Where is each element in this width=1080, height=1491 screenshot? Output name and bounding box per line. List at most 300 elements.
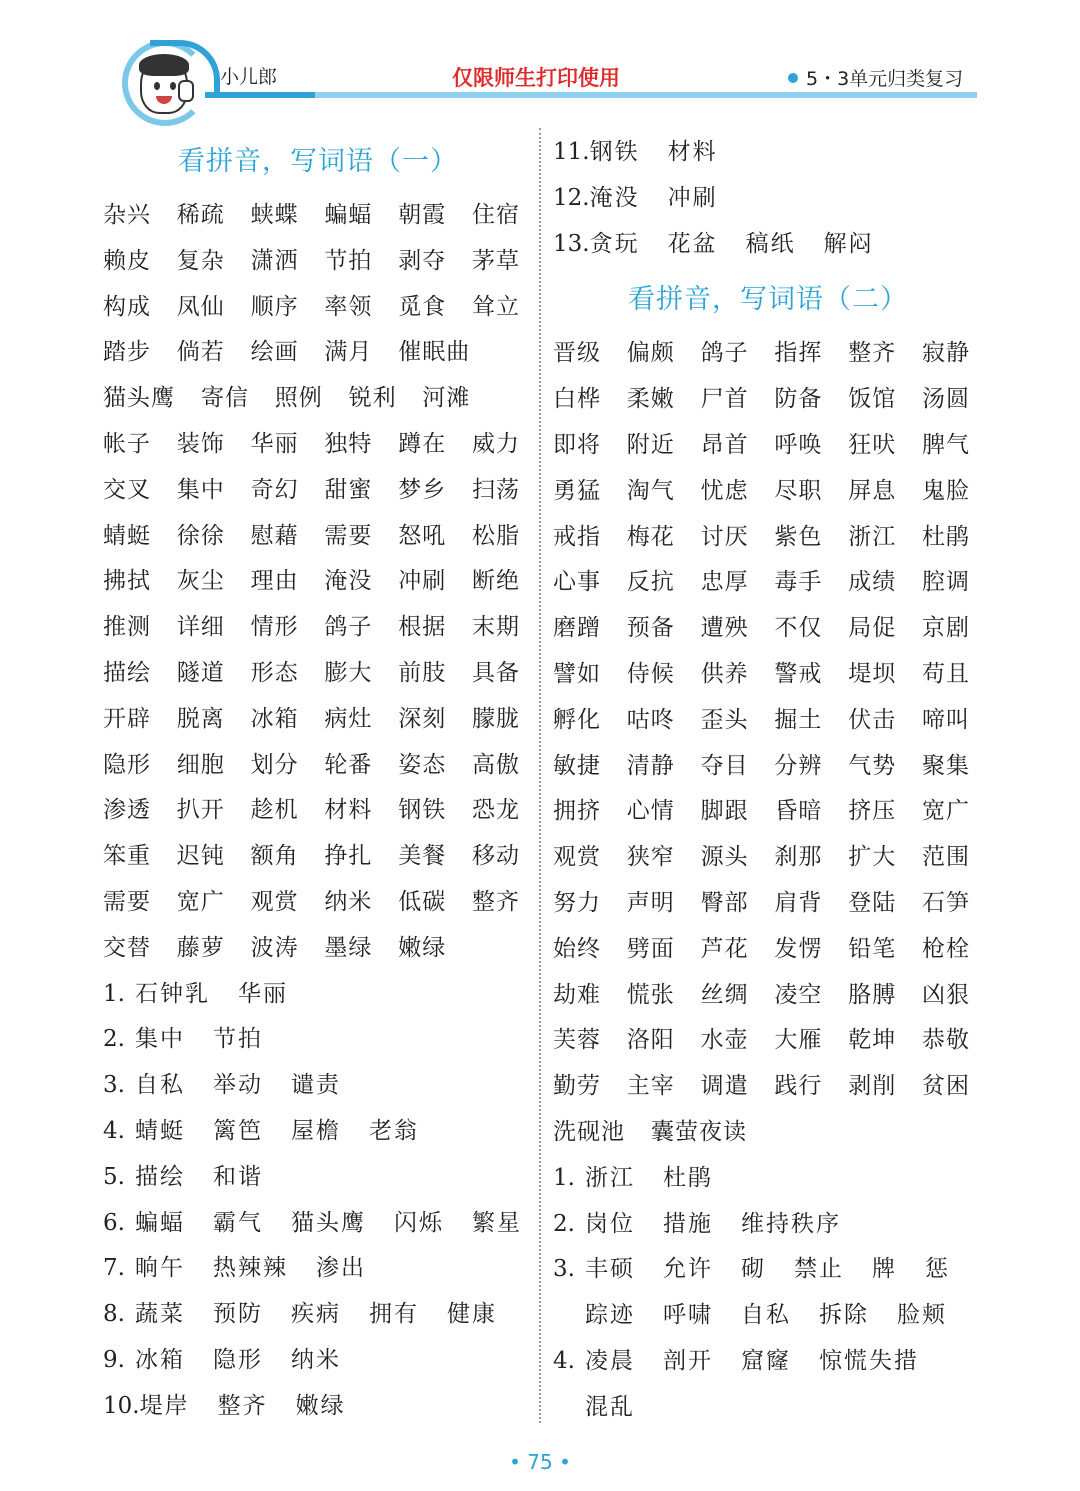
word-row: [103, 285, 533, 331]
word-cell: 声明: [626, 889, 675, 916]
word-cell: 宽广: [176, 888, 225, 915]
word-cell: 腔调: [921, 569, 970, 596]
word-cell: 昂首: [700, 431, 749, 458]
answer-word: 闪烁: [394, 1209, 444, 1236]
item-number: 8.: [103, 1301, 125, 1328]
answer-word: 和谐: [213, 1163, 263, 1190]
answer-word: 踪迹: [585, 1302, 635, 1329]
answer-word: 惊慌失措: [819, 1347, 919, 1374]
word-cell: 根据: [398, 614, 447, 641]
answer-word: 描绘: [135, 1163, 185, 1190]
word-cell: 灰尘: [176, 568, 225, 595]
word-cell: 夺目: [700, 752, 749, 779]
word-cell: 蜻蜓: [103, 522, 151, 549]
word-row: [103, 926, 533, 972]
word-cell: 防备: [774, 386, 823, 413]
word-cell: 挤压: [848, 798, 897, 825]
word-row: [103, 239, 533, 285]
word-cell: 寂静: [921, 340, 970, 367]
word-cell: 源头: [700, 844, 749, 871]
numbered-item: [553, 222, 983, 268]
word-row: [553, 331, 983, 377]
word-cell: 伏击: [848, 706, 897, 733]
word-cell: 独特: [324, 430, 373, 457]
word-cell: 汤圆: [921, 386, 970, 413]
answer-word: 浙江: [585, 1164, 635, 1191]
word-cell: 枪栓: [921, 935, 970, 962]
numbered-item: [553, 1293, 983, 1339]
word-cell: 预备: [626, 615, 675, 642]
word-cell: 肩背: [774, 889, 823, 916]
word-row: [103, 697, 533, 743]
word-cell: 节拍: [324, 247, 373, 274]
word-cell: 紫色: [774, 523, 823, 550]
word-cell: 石笋: [921, 889, 970, 916]
word-cell: 淹没: [324, 568, 373, 595]
word-cell: 墨绿: [324, 934, 373, 961]
word-cell: 发愣: [774, 935, 823, 962]
page-number: • 75 •: [509, 1450, 571, 1474]
word-cell: 聚集: [921, 752, 970, 779]
word-cell: 始终: [553, 935, 601, 962]
item-number: 2.: [553, 1210, 575, 1237]
answer-word: 整齐: [217, 1392, 268, 1419]
word-row: [103, 514, 533, 560]
word-cell: 分辨: [774, 752, 823, 779]
word-row: [553, 744, 983, 790]
item-number: 13.: [553, 230, 590, 257]
word-cell: 观赏: [250, 888, 299, 915]
word-cell: 饭馆: [848, 386, 897, 413]
word-row: [553, 606, 983, 652]
word-cell: 劈面: [626, 935, 675, 962]
answer-word: 隐形: [213, 1346, 263, 1373]
word-cell: 洗砚池: [553, 1118, 625, 1145]
word-cell: 耸立: [471, 293, 520, 320]
answer-word: 石钟乳: [135, 980, 210, 1007]
word-cell: 推测: [103, 614, 151, 641]
item-number: 5.: [103, 1163, 125, 1190]
word-cell: 调遣: [700, 1073, 749, 1100]
section1-numbered-list: [103, 972, 533, 1430]
word-cell: 心情: [626, 798, 675, 825]
item-number: 11.: [553, 139, 590, 165]
word-row: [103, 376, 533, 422]
word-cell: 隧道: [176, 659, 225, 686]
word-cell: 钢铁: [398, 797, 447, 824]
word-cell: 交替: [103, 934, 151, 961]
word-cell: 徐徐: [176, 522, 225, 549]
header-rule-dark: [205, 92, 315, 98]
answer-word: 呼啸: [663, 1302, 713, 1329]
answer-word: 拥有: [369, 1301, 419, 1328]
answer-word: 自私: [741, 1302, 791, 1329]
answer-word: 老翁: [369, 1117, 419, 1144]
word-cell: 堤坝: [848, 660, 897, 687]
word-cell: 警戒: [774, 660, 823, 687]
word-cell: 华丽: [250, 430, 299, 457]
word-cell: 怒吼: [398, 522, 447, 549]
word-cell: 末期: [471, 614, 520, 641]
word-row: [103, 559, 533, 605]
word-cell: 忠厚: [700, 569, 749, 596]
word-row: [553, 469, 983, 515]
word-cell: 需要: [324, 522, 373, 549]
word-cell: 局促: [848, 615, 897, 642]
word-cell: 丝绸: [700, 981, 749, 1008]
word-cell: 甜蜜: [324, 476, 373, 503]
word-cell: 梦乡: [398, 476, 447, 503]
word-cell: 迟钝: [176, 843, 225, 870]
word-row: [103, 330, 533, 376]
word-cell: 满月: [324, 339, 373, 366]
word-cell: 指挥: [774, 340, 823, 367]
word-cell: 恐龙: [471, 797, 520, 824]
numbered-item: [553, 130, 983, 176]
page-header: [0, 0, 1080, 130]
answer-word: 健康: [447, 1301, 497, 1328]
answer-word: 繁星: [472, 1209, 522, 1236]
word-cell: 蝙蝠: [324, 202, 373, 228]
answer-word: 砌: [741, 1256, 766, 1283]
word-cell: 主宰: [626, 1073, 675, 1100]
item-number: 9.: [103, 1346, 125, 1373]
item-number: 3.: [103, 1072, 125, 1099]
word-cell: 勇猛: [553, 477, 601, 504]
word-cell: 威力: [471, 430, 520, 457]
word-cell: 前肢: [398, 659, 447, 686]
bullet-dot-icon: [788, 73, 798, 83]
word-cell: 材料: [324, 797, 373, 824]
word-row: [103, 880, 533, 926]
word-cell: 形态: [250, 659, 299, 686]
word-cell: 蹲在: [398, 430, 447, 457]
answer-word: 贪玩: [589, 230, 640, 257]
word-cell: 挣扎: [324, 843, 373, 870]
word-cell: 刹那: [774, 844, 823, 871]
word-cell: 脚跟: [700, 798, 749, 825]
answer-word: 渗出: [316, 1255, 366, 1282]
word-cell: 寄信: [201, 385, 249, 412]
word-cell: 毒手: [774, 569, 823, 596]
word-cell: 讨厌: [700, 523, 749, 550]
word-cell: 呼唤: [774, 431, 823, 458]
numbered-item: [103, 1246, 533, 1292]
answer-word: 脸颊: [897, 1302, 947, 1329]
word-cell: 不仅: [774, 615, 823, 642]
word-cell: 复杂: [176, 247, 225, 274]
word-cell: 河滩: [422, 385, 471, 412]
answer-word: 窟窿: [741, 1347, 791, 1374]
word-cell: 拂拭: [103, 568, 151, 595]
word-cell: 细胞: [176, 751, 225, 778]
word-cell: 凤仙: [176, 293, 225, 320]
word-cell: 即将: [553, 431, 601, 458]
section-title-1: 看拼音，写词语（一）: [178, 146, 458, 177]
numbered-item: [553, 176, 983, 222]
numbered-item: [103, 1201, 533, 1247]
word-row: [553, 515, 983, 561]
item-number: 12.: [553, 184, 590, 211]
word-cell: 晋级: [553, 340, 601, 367]
word-cell: 赖皮: [103, 247, 151, 274]
word-cell: 情形: [250, 614, 299, 641]
word-cell: 隐形: [103, 751, 151, 778]
word-cell: 脱离: [176, 705, 225, 732]
answer-word: 淹没: [589, 184, 640, 211]
word-cell: 劫难: [553, 981, 601, 1008]
word-cell: 深刻: [398, 705, 447, 732]
word-cell: 顺序: [250, 293, 299, 320]
answer-word: 维持秩序: [741, 1210, 841, 1237]
word-cell: 理由: [250, 568, 299, 595]
answer-word: 自私: [135, 1072, 185, 1099]
word-cell: 纳米: [324, 888, 373, 915]
word-cell: 慰藉: [250, 522, 299, 549]
section1-word-grid: [103, 193, 533, 972]
word-cell: 尸首: [700, 386, 749, 413]
word-cell: 扒开: [176, 797, 225, 824]
answer-word: 节拍: [213, 1026, 263, 1053]
numbered-item: [553, 1339, 983, 1385]
word-cell: 淘气: [626, 477, 675, 504]
answer-word: 疾病: [291, 1301, 341, 1328]
word-cell: 浙江: [848, 523, 897, 550]
word-cell: 囊萤夜读: [651, 1118, 747, 1145]
word-cell: 附近: [626, 431, 675, 458]
numbered-item: [103, 1338, 533, 1384]
word-cell: 芙蓉: [553, 1027, 601, 1054]
answer-word: 凌晨: [585, 1347, 635, 1374]
word-cell: 冰箱: [250, 705, 299, 732]
numbered-item: [103, 1109, 533, 1155]
word-row: [553, 973, 983, 1019]
word-cell: 昏暗: [774, 798, 823, 825]
word-cell: 芦花: [700, 935, 749, 962]
word-cell: 白桦: [553, 386, 601, 413]
answer-word: 蝙蝠: [135, 1209, 185, 1236]
word-cell: 病灶: [324, 705, 373, 732]
word-cell: 划分: [250, 751, 299, 778]
word-cell: 胳膊: [848, 981, 897, 1008]
word-cell: 杜鹃: [921, 523, 970, 550]
answer-word: 纳米: [291, 1346, 341, 1373]
word-cell: 整齐: [848, 340, 897, 367]
section-title-2: 看拼音，写词语（二）: [628, 284, 908, 316]
answer-word: 冰箱: [135, 1346, 185, 1373]
answer-word: 篱笆: [213, 1117, 263, 1144]
answer-word: 禁止: [794, 1256, 844, 1283]
answer-word: 霸气: [213, 1209, 263, 1236]
word-cell: 集中: [176, 476, 225, 503]
word-cell: 供养: [700, 660, 749, 687]
numbered-item: [103, 1017, 533, 1063]
word-row: [103, 193, 533, 239]
word-row: [553, 789, 983, 835]
word-row: [103, 422, 533, 468]
item-number: 1.: [553, 1164, 575, 1191]
word-cell: 拥挤: [553, 798, 601, 825]
word-cell: 膨大: [324, 659, 373, 686]
answer-word: 杜鹃: [663, 1164, 713, 1191]
word-cell: 蛱蝶: [250, 202, 299, 228]
word-row: [103, 468, 533, 514]
word-row: [553, 377, 983, 423]
answer-word: 拆除: [819, 1302, 869, 1329]
word-cell: 偏颇: [626, 340, 675, 367]
word-cell: 交叉: [103, 476, 151, 503]
word-cell: 断绝: [471, 568, 520, 595]
answer-word: 蔬菜: [135, 1301, 185, 1328]
word-cell: 详细: [176, 614, 225, 641]
word-cell: 构成: [103, 293, 151, 320]
answer-word: 惩: [925, 1256, 950, 1283]
item-number: 6.: [103, 1209, 125, 1236]
word-cell: 水壶: [700, 1027, 749, 1054]
answer-word: 稿纸: [745, 230, 796, 257]
word-cell: 杂兴: [103, 202, 151, 228]
answer-word: 丰硕: [585, 1256, 635, 1283]
word-cell: 装饰: [176, 430, 225, 457]
word-cell: 鸽子: [324, 614, 373, 641]
word-cell: 踏步: [103, 339, 151, 366]
word-cell: 狭窄: [626, 844, 675, 871]
right-column: [553, 130, 983, 1431]
word-row: [103, 743, 533, 789]
answer-word: 剖开: [663, 1347, 713, 1374]
numbered-item: [103, 1063, 533, 1109]
word-cell: 催眠曲: [398, 339, 471, 366]
word-cell: 屏息: [848, 477, 897, 504]
answer-word: 嫩绿: [295, 1392, 346, 1419]
word-cell: 譬如: [553, 660, 601, 687]
answer-word: 华丽: [238, 980, 288, 1007]
word-cell: 梅花: [626, 523, 675, 550]
word-cell: 凶狠: [921, 981, 970, 1008]
answer-word: 集中: [135, 1026, 185, 1053]
word-row: [553, 1110, 983, 1156]
word-cell: 咕咚: [626, 706, 675, 733]
word-cell: 潇洒: [250, 247, 299, 274]
answer-word: 猫头鹰: [291, 1209, 366, 1236]
word-cell: 猫头鹰: [103, 385, 175, 412]
numbered-item: [103, 972, 533, 1018]
word-row: [553, 881, 983, 927]
word-cell: 柔嫩: [626, 386, 675, 413]
word-cell: 鬼脸: [921, 477, 970, 504]
answer-word: 措施: [663, 1210, 713, 1237]
numbered-item: [103, 1384, 533, 1430]
word-row: [553, 835, 983, 881]
word-cell: 成绩: [848, 569, 897, 596]
word-cell: 笨重: [103, 843, 151, 870]
word-cell: 努力: [553, 889, 601, 916]
word-row: [103, 788, 533, 834]
word-cell: 倘若: [176, 339, 225, 366]
word-cell: 嫩绿: [398, 934, 447, 961]
word-cell: 遭殃: [700, 615, 749, 642]
word-cell: 磨蹭: [553, 615, 601, 642]
numbered-item: [553, 1202, 983, 1248]
section2-word-grid: [553, 331, 983, 1155]
word-cell: 冲刷: [398, 568, 447, 595]
word-row: [553, 1018, 983, 1064]
word-cell: 波涛: [250, 934, 299, 961]
word-cell: 高傲: [471, 751, 520, 778]
word-row: [553, 927, 983, 973]
word-row: [553, 423, 983, 469]
word-cell: 绘画: [250, 339, 299, 366]
answer-word: 热辣辣: [213, 1255, 288, 1282]
word-cell: 奇幻: [250, 476, 299, 503]
item-number: 4.: [553, 1347, 575, 1374]
word-row: [553, 652, 983, 698]
word-cell: 松脂: [471, 522, 520, 549]
word-cell: 需要: [103, 888, 151, 915]
word-cell: 敏捷: [553, 752, 601, 779]
item-number: 2.: [103, 1026, 125, 1053]
answer-word: 举动: [213, 1072, 263, 1099]
word-cell: 反抗: [626, 569, 675, 596]
word-cell: 忧虑: [700, 477, 749, 504]
answer-word: 堤岸: [139, 1392, 190, 1419]
word-cell: 清静: [626, 752, 675, 779]
word-cell: 践行: [774, 1073, 823, 1100]
word-cell: 扫荡: [471, 476, 520, 503]
word-cell: 稀疏: [176, 202, 225, 228]
word-cell: 茅草: [471, 247, 520, 274]
word-cell: 脾气: [921, 431, 970, 458]
item-number: 3.: [553, 1256, 575, 1283]
answer-word: 材料: [667, 139, 718, 165]
word-cell: 京剧: [921, 615, 970, 642]
numbered-item: [103, 1155, 533, 1201]
word-cell: 扩大: [848, 844, 897, 871]
word-cell: 歪头: [700, 706, 749, 733]
word-row: [553, 560, 983, 606]
word-cell: 美餐: [398, 843, 447, 870]
word-cell: 恭敬: [921, 1027, 970, 1054]
numbered-item: [553, 1247, 983, 1293]
item-number: 1.: [103, 980, 125, 1007]
word-cell: 额角: [250, 843, 299, 870]
word-cell: 戒指: [553, 523, 601, 550]
word-cell: 率领: [324, 293, 373, 320]
word-cell: 照例: [274, 385, 323, 412]
word-cell: 范围: [921, 844, 970, 871]
word-cell: 开辟: [103, 705, 151, 732]
word-cell: 掘土: [774, 706, 823, 733]
numbered-item: [553, 1385, 983, 1431]
word-cell: 宽广: [921, 798, 970, 825]
header-rule-light: [315, 92, 977, 98]
word-cell: 剥夺: [398, 247, 447, 274]
item-number: 10.: [103, 1392, 140, 1419]
word-cell: 具备: [471, 659, 520, 686]
word-cell: 住宿: [471, 202, 520, 228]
item-number: 4.: [103, 1117, 125, 1144]
answer-word: 岗位: [585, 1210, 635, 1237]
word-cell: 低碳: [398, 888, 447, 915]
answer-word: 冲刷: [667, 184, 718, 211]
answer-word: 牌: [872, 1256, 897, 1283]
word-cell: 啼叫: [921, 706, 970, 733]
word-cell: 勤劳: [553, 1073, 601, 1100]
word-cell: 凌空: [774, 981, 823, 1008]
answer-word: 允许: [663, 1256, 713, 1283]
word-cell: 贫困: [921, 1073, 970, 1100]
word-cell: 轮番: [324, 751, 373, 778]
